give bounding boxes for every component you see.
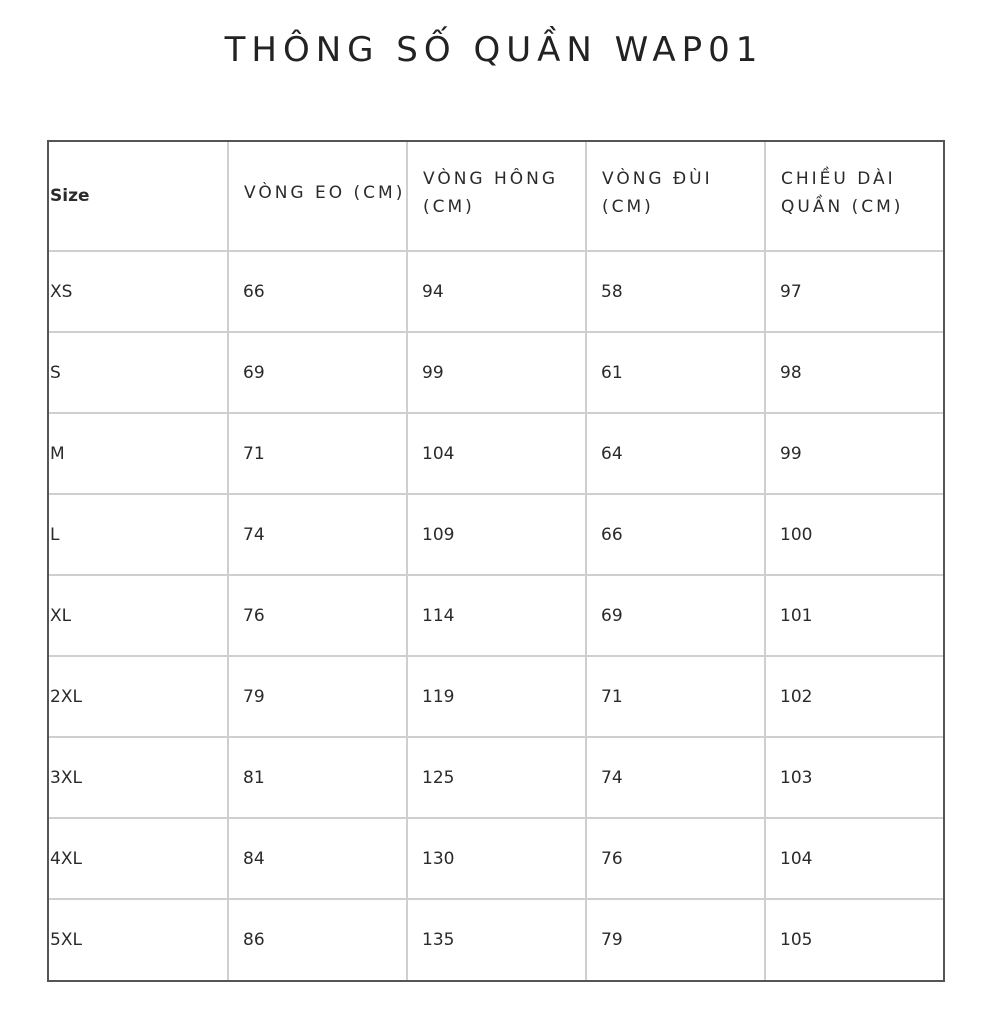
size-cell: 3XL <box>49 737 228 818</box>
header-size: Size <box>49 142 228 251</box>
header-waist: VÒNG EO (CM) <box>228 142 407 251</box>
length-cell: 103 <box>765 737 943 818</box>
size-cell: 5XL <box>49 899 228 980</box>
size-cell: XL <box>49 575 228 656</box>
length-cell: 99 <box>765 413 943 494</box>
waist-cell: 71 <box>228 413 407 494</box>
size-cell: M <box>49 413 228 494</box>
size-cell: XS <box>49 251 228 332</box>
length-cell: 100 <box>765 494 943 575</box>
size-chart-table <box>47 140 945 982</box>
length-cell: 97 <box>765 251 943 332</box>
thigh-cell: 61 <box>586 332 765 413</box>
page-title: THÔNG SỐ QUẦN WAP01 <box>224 30 764 70</box>
table-row <box>49 251 943 332</box>
thigh-cell: 76 <box>586 818 765 899</box>
table-row <box>49 737 943 818</box>
thigh-cell: 64 <box>586 413 765 494</box>
thigh-cell: 66 <box>586 494 765 575</box>
table-row <box>49 494 943 575</box>
table-row <box>49 899 943 980</box>
hip-cell: 109 <box>407 494 586 575</box>
size-cell: L <box>49 494 228 575</box>
table-row <box>49 413 943 494</box>
length-cell: 98 <box>765 332 943 413</box>
thigh-cell: 71 <box>586 656 765 737</box>
length-cell: 105 <box>765 899 943 980</box>
header-hip: VÒNG HÔNG (CM) <box>407 142 586 251</box>
length-cell: 104 <box>765 818 943 899</box>
thigh-cell: 58 <box>586 251 765 332</box>
hip-cell: 119 <box>407 656 586 737</box>
size-cell: 2XL <box>49 656 228 737</box>
hip-cell: 99 <box>407 332 586 413</box>
thigh-cell: 79 <box>586 899 765 980</box>
table-header-row <box>49 142 943 251</box>
waist-cell: 69 <box>228 332 407 413</box>
thigh-cell: 69 <box>586 575 765 656</box>
thigh-cell: 74 <box>586 737 765 818</box>
size-cell: S <box>49 332 228 413</box>
table-row <box>49 656 943 737</box>
waist-cell: 66 <box>228 251 407 332</box>
table-row <box>49 332 943 413</box>
waist-cell: 76 <box>228 575 407 656</box>
waist-cell: 79 <box>228 656 407 737</box>
waist-cell: 81 <box>228 737 407 818</box>
table-row <box>49 575 943 656</box>
size-table <box>49 142 943 980</box>
hip-cell: 130 <box>407 818 586 899</box>
header-length: CHIỀU DÀI QUẦN (CM) <box>765 142 943 251</box>
table-row <box>49 818 943 899</box>
length-cell: 101 <box>765 575 943 656</box>
hip-cell: 94 <box>407 251 586 332</box>
waist-cell: 84 <box>228 818 407 899</box>
hip-cell: 125 <box>407 737 586 818</box>
hip-cell: 104 <box>407 413 586 494</box>
length-cell: 102 <box>765 656 943 737</box>
size-cell: 4XL <box>49 818 228 899</box>
hip-cell: 114 <box>407 575 586 656</box>
waist-cell: 74 <box>228 494 407 575</box>
hip-cell: 135 <box>407 899 586 980</box>
waist-cell: 86 <box>228 899 407 980</box>
header-thigh: VÒNG ĐÙI (CM) <box>586 142 765 251</box>
